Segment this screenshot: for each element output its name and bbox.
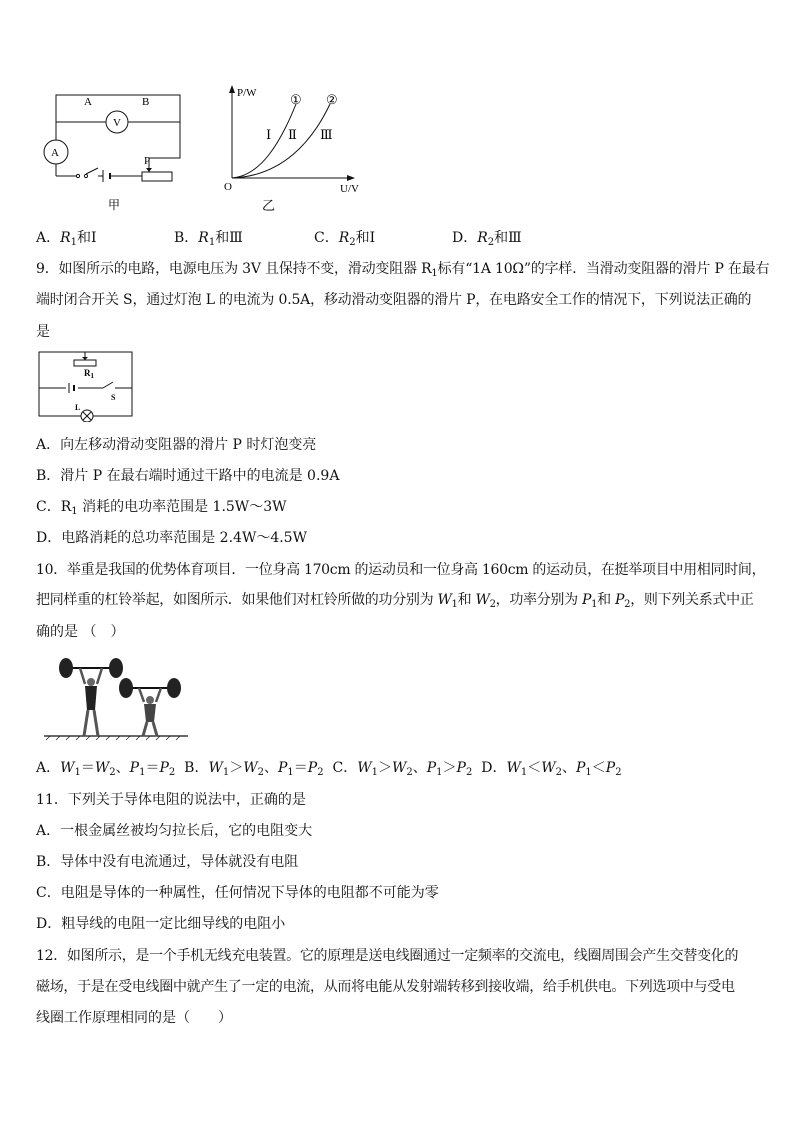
q9-s-label: S [111, 393, 116, 402]
lifter-short [119, 678, 181, 736]
q11-option-b[interactable]: B．导体中没有电流通过，导体就没有电阻 [36, 854, 299, 870]
q8-option-c[interactable]: C．$R_2$和Ⅰ [314, 230, 376, 248]
q10-stem-line-2: 把同样重的杠铃举起，如图所示．如果他们对杠铃所做的功分别为 $W_1$和 $W_2$，功率分别为 $P_1$和 $P_2$，则下列关系式中正 [36, 592, 754, 610]
region-3-label: Ⅲ [320, 127, 333, 142]
q9-stem-line-2: 端时闭合开关 S，通过灯泡 L 的电流为 0.5A，移动滑动变阻器的滑片 P，在电路安全工作的情况下，下列说法正确的 [36, 292, 752, 308]
region-1-label: Ⅰ [266, 127, 272, 142]
curve-1-label: ① [290, 92, 302, 107]
q9-circuit-diagram [36, 348, 136, 422]
rheostat-symbol [142, 172, 172, 181]
caption-jia: 甲 [108, 198, 121, 212]
q12-stem-line-3: 线圈工作原理相同的是（ ） [36, 1010, 232, 1026]
power-voltage-graph-yi [222, 82, 382, 216]
slider-label: P [144, 155, 151, 167]
q10-stem-line-1: 10．举重是我国的优势体育项目．一位身高 170cm 的运动员和一位身高 160cm 的运动员，在挺举项目中用相同时间， [36, 562, 766, 578]
q9-rheostat [74, 360, 96, 366]
q10-stem-line-3: 确的是 （ ） [36, 624, 125, 640]
q10-option-b[interactable]: B．$W_1>W_2$、$P_1=P_2$ [184, 760, 324, 778]
weightlifters-figure [44, 652, 188, 744]
label-a: A [84, 96, 92, 108]
q10-option-a[interactable]: A．$W_1=W_2$、$P_1=P_2$ [36, 760, 176, 778]
x-axis-label: U/V [340, 183, 359, 195]
q10-options [36, 758, 622, 778]
q11-option-a[interactable]: A．一根金属丝被均匀拉长后，它的电阻变大 [36, 823, 313, 839]
curve-2-label: ② [326, 92, 338, 107]
q12-stem-line-1: 12．如图所示，是一个手机无线充电装置。它的原理是送电线圈通过一定频率的交流电，线圈周围会产生交替变化的 [36, 948, 739, 964]
curve-1 [232, 104, 296, 178]
curve-2 [232, 104, 330, 178]
q8-option-d[interactable]: D．$R_2$和Ⅲ [452, 230, 522, 248]
q11-option-d[interactable]: D．粗导线的电阻一定比细导线的电阻小 [36, 916, 286, 932]
q11-stem: 11．下列关于导体电阻的说法中，正确的是 [36, 792, 306, 808]
label-b: B [142, 96, 150, 108]
q9-option-d[interactable]: D．电路消耗的总功率范围是 2.4W～4.5W [36, 530, 307, 546]
q9-stem-line-3: 是 [36, 324, 50, 340]
q8-options [36, 228, 758, 248]
q8-option-b[interactable]: B．$R_1$和Ⅲ [174, 230, 243, 248]
q11-option-c[interactable]: C．电阻是导体的一种属性，任何情况下导体的电阻都不可能为零 [36, 885, 439, 901]
q12-stem-line-2: 磁场，于是在受电线圈中就产生了一定的电流，从而将电能从发射端转移到接收端，给手机供电。下列选项中与受电 [36, 979, 735, 995]
ammeter-label: A [51, 147, 59, 159]
q10-option-c[interactable]: C．$W_1>W_2$、$P_1>P_2$ [332, 760, 473, 778]
q10-option-d[interactable]: D．$W_1<W_2$、$P_1<P_2$ [481, 760, 622, 778]
q9-l-label: L [75, 403, 81, 412]
voltmeter-label: V [113, 117, 121, 129]
q9-option-c[interactable]: C．$R_1$ 消耗的电功率范围是 1.5W～3W [36, 499, 287, 517]
lifter-tall [59, 658, 123, 736]
circuit-diagram-jia [36, 88, 186, 214]
caption-yi: 乙 [262, 198, 276, 213]
q9-option-b[interactable]: B．滑片 P 在最右端时通过干路中的电流是 0.9A [36, 468, 340, 484]
y-axis-label: P/W [237, 87, 257, 99]
region-2-label: Ⅱ [288, 127, 297, 142]
q8-option-a[interactable]: A．$R_1$和Ⅰ [36, 230, 97, 248]
q9-r-label: $R_1$ [84, 368, 94, 380]
origin-label: O [224, 181, 232, 193]
q9-stem-line-1: 9．如图所示的电路，电源电压为 3V 且保持不变，滑动变阻器 $R_1$标有“1A 10Ω”的字样．当滑动变阻器的滑片 P 在最右 [36, 261, 770, 279]
q9-option-a[interactable]: A．向左移动滑动变阻器的滑片 P 时灯泡变亮 [36, 437, 317, 453]
